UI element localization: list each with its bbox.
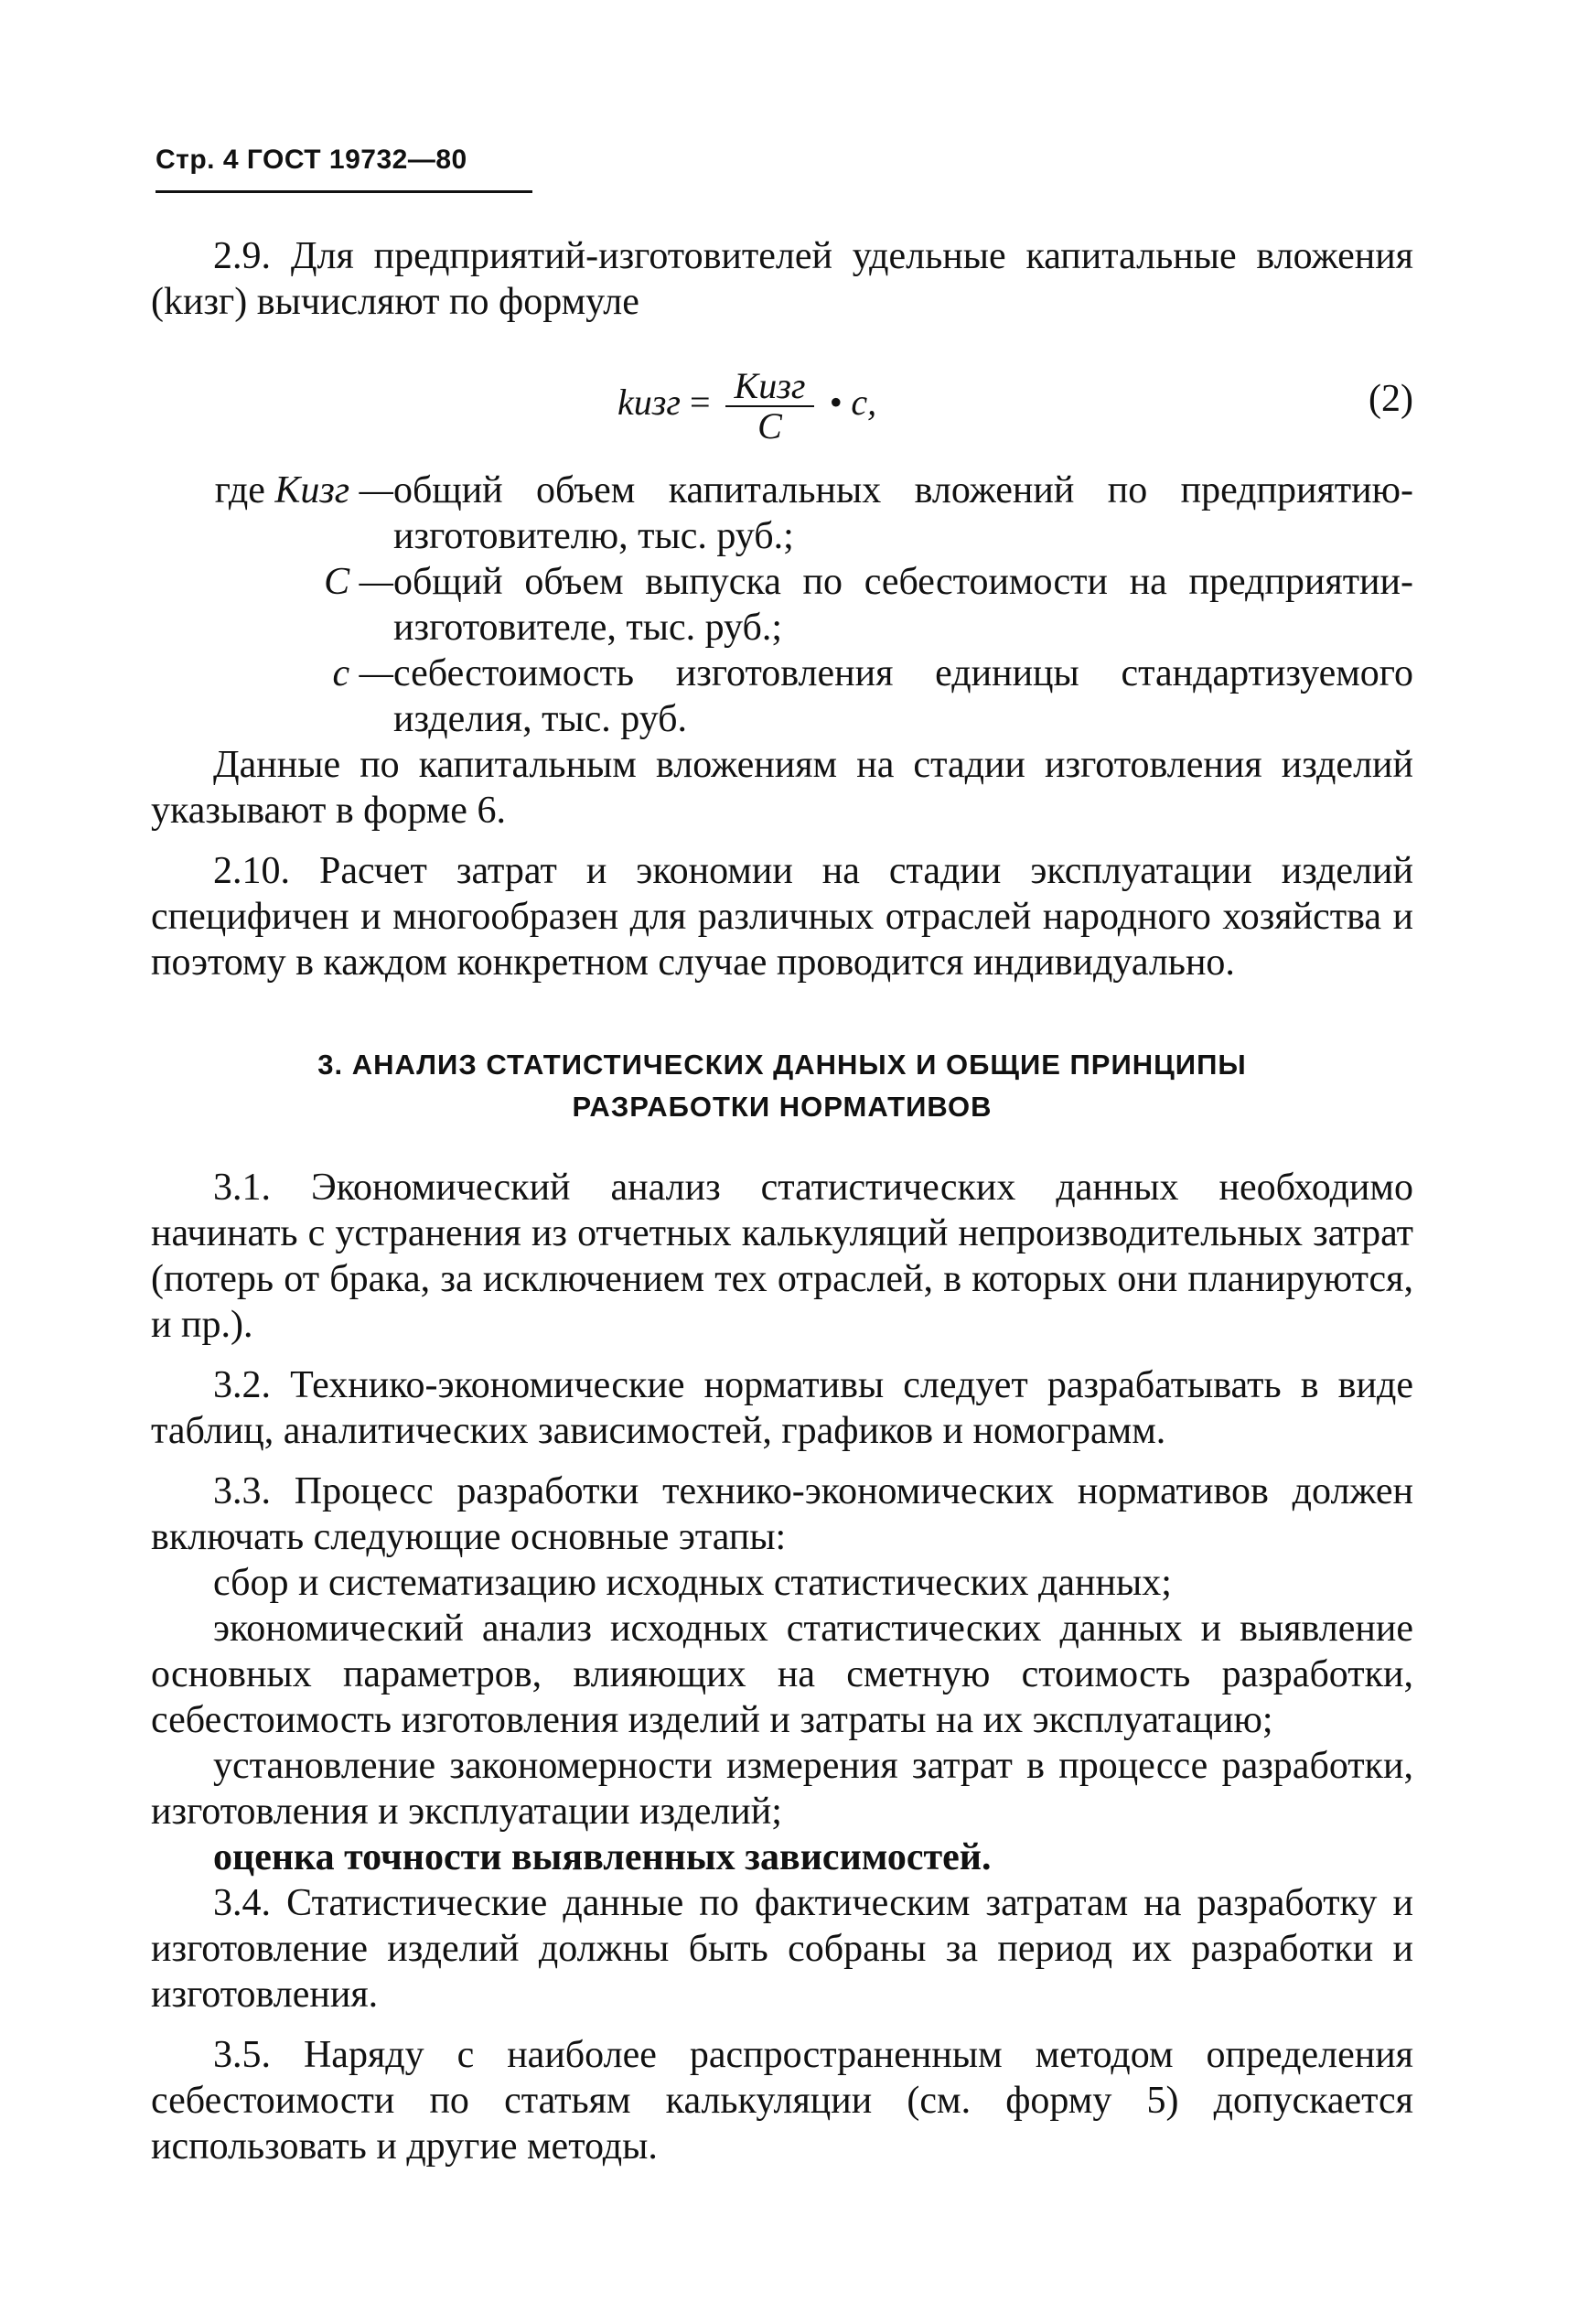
- clause-3-1: 3.1. Экономический анализ статистических данных необходимо начинать с устранения из отчетных калькуляций непроизводительных затрат (потерь от брака, за исключением тех отраслей, в которых они планируются, и пр.).: [151, 1167, 1413, 1346]
- definition-text: общий объем выпуска по себестоимости на предприятии-изготовителе, тыс. руб.;: [393, 561, 1413, 649]
- definition-text: общий объем капитальных вложений по предприятию-изготовителю, тыс. руб.;: [393, 469, 1413, 557]
- clause-3-3-step: установление закономерности измерения затрат в процессе разработки, изготовления и эксплуатации изделий;: [151, 1745, 1413, 1833]
- clause-3-3-step: сбор и систематизацию исходных статистических данных;: [213, 1562, 1172, 1604]
- running-head: Стр. 4 ГОСТ 19732—80: [156, 145, 467, 175]
- formula-fraction: [725, 367, 815, 446]
- formula-lhs: kизг: [617, 382, 681, 424]
- definitions-list: [151, 468, 1413, 742]
- section-3-heading: [151, 1044, 1413, 1128]
- definition-symbol: где Kизг —: [214, 469, 393, 511]
- formula-equals: =: [689, 382, 711, 424]
- formula-number: (2): [1369, 378, 1413, 420]
- page-body: [151, 233, 1413, 2169]
- formula-expression: [617, 367, 876, 446]
- definition-lead: где: [214, 469, 265, 511]
- clause-3-5: 3.5. Наряду с наиболее распространенным методом определения себестоимости по статьям калькуляции (см. форму 5) допускается использовать и другие методы.: [151, 2034, 1413, 2168]
- definition-row: [151, 651, 1413, 742]
- clause-3-3-step: экономический анализ исходных статистических данных и выявление основных параметров, влияющих на сметную стоимость разработки, себестоимость изготовления изделий и затраты на их эксплуатацию;: [151, 1608, 1413, 1741]
- definition-row: [151, 468, 1413, 559]
- paragraph-form-6: Данные по капитальным вложениям на стадии изготовления изделий указывают в форме 6.: [151, 744, 1413, 832]
- formula-denominator: C: [757, 405, 782, 447]
- running-head-rule: [156, 190, 532, 193]
- definition-row: [151, 559, 1413, 651]
- clause-3-3-intro: 3.3. Процесс разработки технико-экономических нормативов должен включать следующие основные этапы:: [151, 1470, 1413, 1558]
- clause-3-2: 3.2. Технико-экономические нормативы следует разрабатывать в виде таблиц, аналитических зависимостей, графиков и номограмм.: [151, 1364, 1413, 1452]
- clause-3-3-step: оценка точности выявленных зависимостей.: [213, 1836, 992, 1878]
- clause-2-10: 2.10. Расчет затрат и экономии на стадии эксплуатации изделий специфичен и многообразен для различных отраслей народного хозяйства и поэтому в каждом конкретном случае проводится индивидуально.: [151, 850, 1413, 984]
- clause-3-4: 3.4. Статистические данные по фактическим затратам на разработку и изготовление изделий должны быть собраны за период их разработки и изготовления.: [151, 1882, 1413, 2016]
- definition-symbol: C —: [324, 561, 393, 603]
- formula-numerator: Kизг: [725, 367, 815, 407]
- section-3-title-line-2: РАЗРАБОТКИ НОРМАТИВОВ: [572, 1091, 993, 1123]
- formula-tail: • c,: [829, 382, 877, 424]
- formula-2: [151, 330, 1413, 468]
- section-3-title-line-1: 3. АНАЛИЗ СТАТИСТИЧЕСКИХ ДАННЫХ И ОБЩИЕ ПРИНЦИПЫ: [317, 1049, 1247, 1081]
- clause-2-9: 2.9. Для предприятий-изготовителей удельные капитальные вложения (kизг) вычисляют по формуле: [151, 235, 1413, 323]
- definition-symbol: c —: [332, 652, 393, 694]
- definition-text: себестоимость изготовления единицы стандартизуемого изделия, тыс. руб.: [393, 652, 1413, 740]
